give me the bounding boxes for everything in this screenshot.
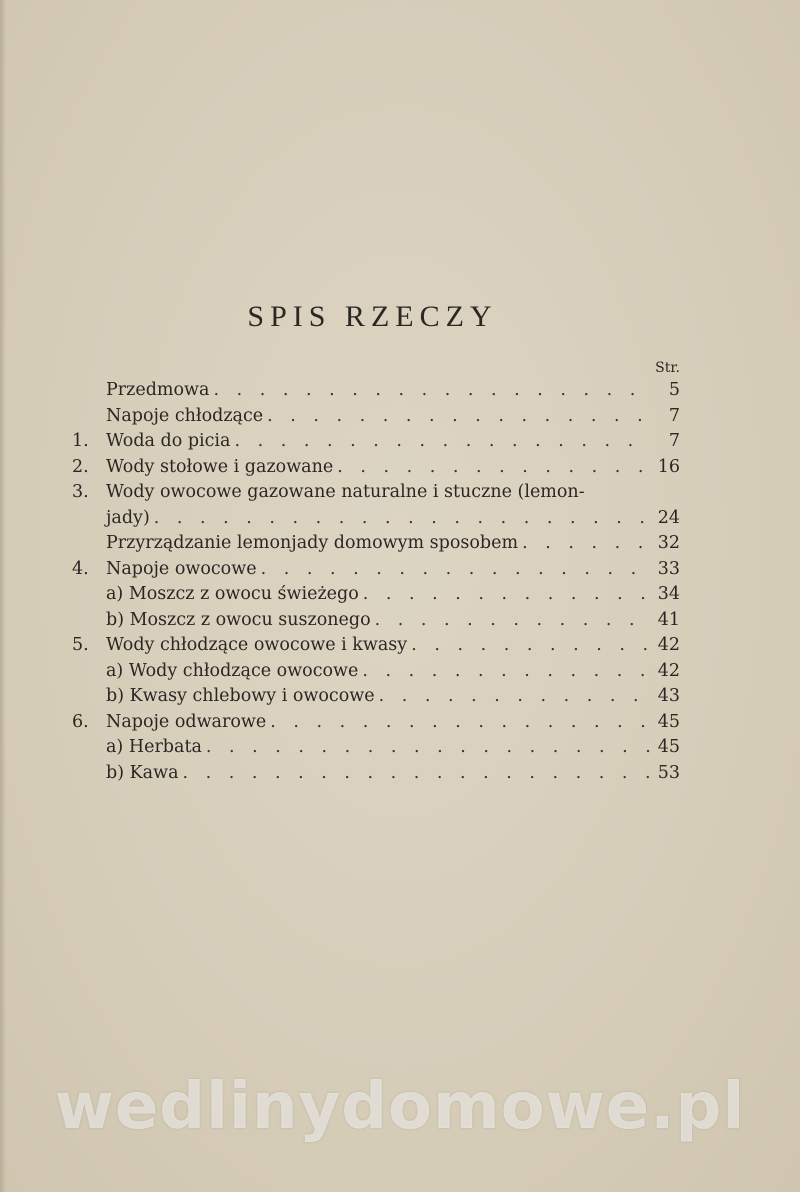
- dot-leader: [267, 404, 652, 430]
- dot-leader: [270, 710, 652, 736]
- toc-page: 42: [657, 635, 680, 655]
- dot-leader: [213, 378, 652, 404]
- toc-page: 16: [657, 456, 680, 477]
- dot-leader: [337, 455, 651, 481]
- toc-label: Przedmowa: [106, 380, 210, 400]
- toc-page: 33: [657, 558, 680, 579]
- toc-label: Napoje chłodzące: [106, 405, 264, 426]
- toc-row: [72, 608, 680, 634]
- toc-label: Wody stołowe i gazowane: [106, 456, 334, 477]
- toc-page: 53: [657, 762, 680, 783]
- dot-leader: [362, 659, 651, 685]
- toc-number: 4.: [72, 558, 89, 579]
- toc-page: 41: [657, 609, 680, 630]
- toc-row: [72, 557, 680, 583]
- toc-label: a) Moszcz z owocu świeżego: [106, 584, 359, 604]
- toc-label: Przyrządzanie lemonjady domowym sposobem: [106, 533, 519, 553]
- toc-page: 34: [657, 584, 680, 604]
- page-title: SPIS RZECZY: [247, 300, 498, 333]
- table-of-contents: [72, 378, 680, 786]
- toc-page: 45: [657, 737, 680, 757]
- toc-page: 7: [668, 405, 680, 426]
- toc-row: [72, 455, 680, 481]
- page-column-header: Str.: [655, 360, 680, 376]
- toc-page: 7: [668, 431, 680, 451]
- dot-leader: [234, 429, 652, 455]
- toc-row: [72, 378, 680, 404]
- toc-label: b) Moszcz z owocu suszonego: [106, 609, 371, 630]
- toc-row: [72, 633, 680, 659]
- toc-row: [72, 429, 680, 455]
- toc-row: [72, 531, 680, 557]
- toc-label: Wody chłodzące owocowe i kwasy: [106, 635, 408, 655]
- toc-page: 43: [657, 686, 680, 706]
- toc-row: [72, 582, 680, 608]
- toc-label: a) Herbata: [106, 737, 202, 757]
- dot-leader: [206, 735, 652, 761]
- toc-page: 5: [668, 380, 680, 400]
- page-edge-shadow: [0, 0, 6, 1192]
- dot-leader: [154, 506, 652, 532]
- toc-page: 42: [657, 660, 680, 681]
- toc-label: b) Kawa: [106, 762, 179, 783]
- toc-page: 45: [657, 711, 680, 732]
- dot-leader: [183, 761, 652, 787]
- dot-leader: [379, 684, 652, 710]
- toc-row: [72, 761, 680, 787]
- toc-label: a) Wody chłodzące owocowe: [106, 660, 359, 681]
- toc-row-continued: [72, 506, 680, 532]
- toc-number: 6.: [72, 711, 89, 732]
- toc-number: 3.: [72, 482, 89, 502]
- toc-row: [72, 480, 680, 506]
- toc-row: [72, 710, 680, 736]
- toc-label-line1: Wody owocowe gazowane naturalne i stuczne (lemon-: [106, 482, 585, 502]
- toc-row: [72, 735, 680, 761]
- toc-row: [72, 659, 680, 685]
- dot-leader: [411, 633, 652, 659]
- toc-label: Woda do picia: [106, 431, 231, 451]
- toc-page: 24: [657, 507, 680, 528]
- dot-leader: [375, 608, 652, 634]
- toc-number: 5.: [72, 635, 89, 655]
- toc-number: 1.: [72, 431, 89, 451]
- watermark: wedlinydomowe.pl: [54, 1070, 746, 1144]
- toc-page: 32: [657, 533, 680, 553]
- toc-label: Napoje odwarowe: [106, 711, 267, 732]
- dot-leader: [363, 582, 652, 608]
- toc-number: 2.: [72, 456, 89, 477]
- dot-leader: [261, 557, 652, 583]
- toc-row: [72, 684, 680, 710]
- toc-label: Napoje owocowe: [106, 558, 257, 579]
- toc-label: b) Kwasy chlebowy i owocowe: [106, 686, 375, 706]
- toc-label: jady): [106, 507, 150, 528]
- toc-row: [72, 404, 680, 430]
- dot-leader: [522, 531, 652, 557]
